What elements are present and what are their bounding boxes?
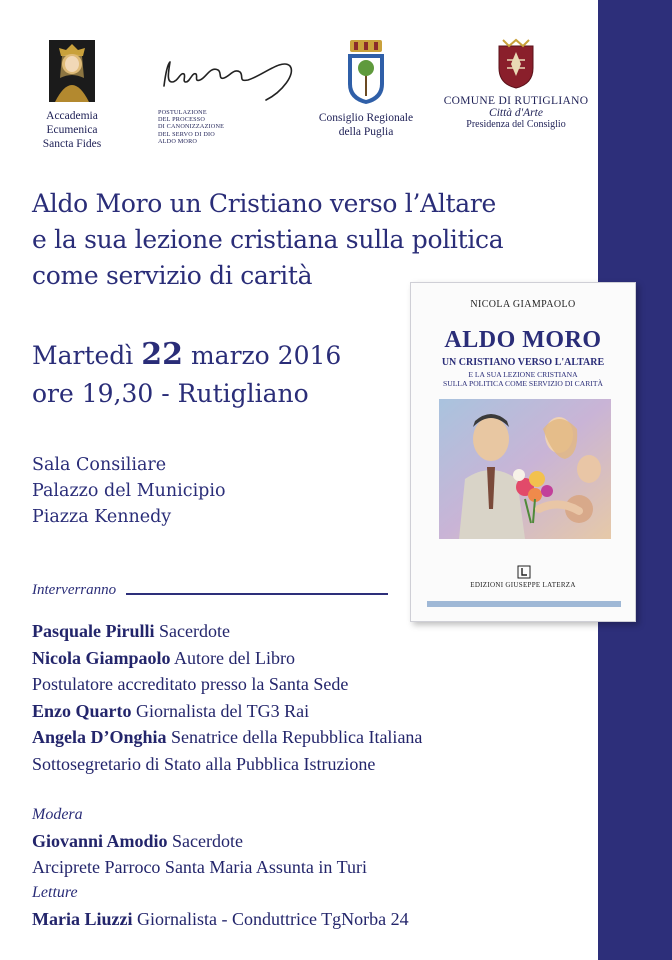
venue-line3: Piazza Kennedy bbox=[32, 507, 172, 527]
readings-label: Letture bbox=[32, 884, 78, 901]
moro-line1: POSTULAZIONE bbox=[158, 109, 207, 116]
speaker-role: Postulatore accreditato presso la Santa Sede bbox=[32, 674, 349, 694]
moderator-name: Giovanni Amodio bbox=[32, 831, 168, 851]
comune-crest-icon bbox=[495, 38, 537, 90]
heading-rule bbox=[126, 593, 388, 595]
speaker-role: Senatrice della Repubblica Italiana bbox=[171, 727, 423, 747]
region-logo bbox=[302, 38, 430, 139]
book-subtitle-2-line1: E LA SUA LEZIONE CRISTIANA bbox=[468, 370, 578, 379]
region-name-line1: Consiglio Regionale bbox=[318, 112, 414, 124]
academy-logo bbox=[22, 38, 122, 151]
book-subtitle-2 bbox=[411, 370, 635, 388]
readings-role: Giornalista - Conduttrice TgNorba 24 bbox=[136, 909, 409, 929]
date-time-place: ore 19,30 - Rutigliano bbox=[32, 379, 309, 408]
region-crest-icon bbox=[344, 38, 388, 106]
readings-name: Maria Liuzzi bbox=[32, 909, 133, 929]
book-subtitle-2-line2: SULLA POLITICA COME SERVIZIO DI CARITÀ bbox=[443, 379, 603, 388]
moro-line2: DEL PROCESSO bbox=[158, 116, 206, 124]
moro-line4: DEL SERVO DI DIO bbox=[158, 130, 215, 138]
moderator-row bbox=[32, 828, 409, 854]
comune-logo bbox=[436, 38, 596, 130]
speaker-role: Autore del Libro bbox=[174, 647, 295, 668]
speaker-row bbox=[32, 671, 422, 698]
speakers-heading bbox=[32, 582, 388, 599]
moderator-role-2: Arciprete Parroco Santa Maria Assunta in Turi bbox=[32, 857, 367, 877]
speaker-role: Sottosegretario di Stato alla Pubblica Istruzione bbox=[32, 753, 376, 774]
date-month-year: marzo 2016 bbox=[190, 341, 342, 370]
comune-tagline: Città d'Arte bbox=[489, 107, 543, 119]
venue-line1: Sala Consiliare bbox=[32, 455, 167, 475]
region-name-line2: della Puglia bbox=[338, 126, 394, 138]
book-title: ALDO MORO bbox=[444, 327, 602, 353]
speaker-row bbox=[32, 698, 422, 725]
venue-line2: Palazzo del Municipio bbox=[32, 481, 226, 501]
speaker-row bbox=[32, 724, 422, 751]
academy-name-line1: Accademia Ecumenica bbox=[46, 110, 98, 136]
madonna-icon bbox=[47, 38, 97, 104]
speaker-name: Angela D’Onghia bbox=[32, 727, 167, 747]
book-author: NICOLA GIAMPAOLO bbox=[470, 299, 576, 310]
date-day: 22 bbox=[141, 337, 183, 372]
readings-row bbox=[32, 906, 409, 932]
signature-icon bbox=[158, 52, 298, 104]
speaker-row bbox=[32, 751, 422, 778]
speaker-row bbox=[32, 618, 422, 645]
speaker-name: Pasquale Pirulli bbox=[32, 621, 155, 641]
title-line2: e la sua lezione cristiana sulla politica bbox=[32, 225, 504, 254]
moderator-label: Modera bbox=[32, 806, 83, 823]
publisher-logo-icon bbox=[517, 565, 531, 579]
title-line3: come servizio di carità bbox=[32, 261, 313, 290]
speaker-role: Sacerdote bbox=[159, 621, 230, 641]
book-publisher: EDIZIONI GIUSEPPE LATERZA bbox=[470, 581, 576, 589]
speaker-name: Nicola Giampaolo bbox=[32, 647, 171, 668]
event-date bbox=[32, 336, 392, 413]
moro-postulation-logo bbox=[158, 52, 308, 145]
moro-line3: DI CANONIZZAZIONE bbox=[158, 123, 225, 131]
title-line1: Aldo Moro un Cristiano verso l’Altare bbox=[32, 189, 497, 218]
book-cover-painting bbox=[439, 399, 611, 539]
event-title bbox=[32, 186, 592, 294]
event-venue bbox=[32, 452, 226, 530]
comune-name: COMUNE DI RUTIGLIANO bbox=[443, 95, 589, 107]
moderator-section bbox=[32, 802, 409, 932]
book-subtitle: UN CRISTIANO VERSO L'ALTARE bbox=[441, 357, 605, 368]
comune-presidency: Presidenza del Consiglio bbox=[466, 119, 566, 130]
moro-line5: ALDO MORO bbox=[158, 137, 198, 145]
book-cover bbox=[410, 282, 636, 622]
speaker-name: Enzo Quarto bbox=[32, 700, 132, 721]
speakers-list bbox=[32, 618, 422, 777]
speaker-row bbox=[32, 645, 422, 672]
academy-name-line2: Sancta Fides bbox=[42, 138, 102, 150]
speaker-role: Giornalista del TG3 Rai bbox=[136, 700, 310, 721]
moderator-role: Sacerdote bbox=[172, 831, 244, 851]
date-weekday: Martedì bbox=[32, 341, 134, 370]
book-cover-bar bbox=[427, 601, 621, 607]
speakers-label: Interverranno bbox=[32, 582, 117, 598]
